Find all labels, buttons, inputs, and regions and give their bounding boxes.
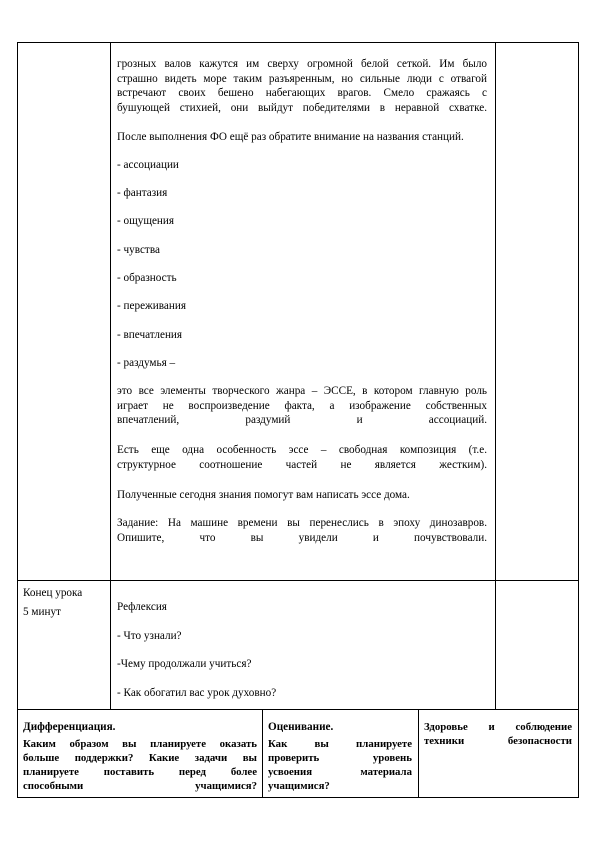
- text-line: это все элементы творческого жанра – ЭССЕ, в котором главную роль: [117, 385, 487, 397]
- text-line: бушующей стихией, они выйдут победителями в неравной схватке.: [117, 101, 487, 114]
- text-line: учащимися?: [268, 780, 330, 792]
- column-divider-2: [495, 42, 496, 709]
- differentiation-question: [23, 737, 257, 793]
- station-item: - ощущения: [117, 215, 175, 227]
- essay-paragraph: [117, 384, 487, 428]
- health-safety-heading: [424, 720, 572, 748]
- text-line: Есть еще одна особенность эссе – свободная композиция (т.е.: [117, 444, 487, 456]
- station-item: - чувства: [117, 244, 160, 256]
- footer-divider-2: [418, 709, 419, 798]
- differentiation-heading: Дифференциация.: [23, 721, 116, 733]
- task-paragraph: [117, 516, 487, 545]
- text-line: грозных валов кажутся им сверху огромной белой сеткой. Им было: [117, 58, 487, 70]
- station-item: - переживания: [117, 300, 186, 312]
- text-line: планируете поставить перед более: [23, 766, 257, 778]
- table-border-right: [578, 42, 579, 798]
- reflection-question: -Чему продолжали учиться?: [117, 658, 252, 670]
- station-item: - ассоциации: [117, 159, 179, 171]
- row-divider-end: [17, 580, 578, 581]
- assessment-heading: Оценивание.: [268, 721, 334, 733]
- text-line: Каким образом вы планируете оказать: [23, 738, 257, 750]
- narrative-paragraph: [117, 57, 487, 115]
- station-item: - раздумья –: [117, 357, 176, 369]
- assessment-question: [268, 737, 412, 793]
- row-divider-footer: [17, 709, 578, 710]
- table-border-top: [17, 42, 578, 43]
- footer-divider-1: [262, 709, 263, 798]
- text-line: впечатлений, раздумий и ассоциаций.: [117, 414, 487, 426]
- text-line: Как вы планируете: [268, 738, 412, 750]
- text-line: больше поддержки? Какие задачи вы: [23, 752, 257, 764]
- text-line: Опишите, что вы увидели и почувствовали.: [117, 531, 487, 544]
- station-item: - фантазия: [117, 187, 168, 199]
- text-line: проверить уровень: [268, 752, 412, 764]
- stage-duration: 5 минут: [23, 606, 61, 618]
- station-item: - образность: [117, 272, 177, 284]
- knowledge-paragraph: Полученные сегодня знания помогут вам написать эссе дома.: [117, 489, 410, 501]
- stage-label: Конец урока: [23, 587, 83, 599]
- station-item: - впечатления: [117, 329, 183, 341]
- text-line: Задание: На машине времени вы перенеслись в эпоху динозавров.: [117, 517, 487, 529]
- text-line: способными учащимися?: [23, 780, 257, 792]
- text-line: страшно видеть море таким разъяренным, но сильные люди с отвагой: [117, 72, 487, 85]
- text-line: техники безопасности: [424, 735, 572, 747]
- reflection-title: Рефлексия: [117, 601, 167, 613]
- column-divider-1: [110, 42, 111, 709]
- text-line: усвоения материала: [268, 766, 412, 778]
- table-border-bottom: [17, 797, 578, 798]
- table-border-left: [17, 42, 18, 798]
- composition-paragraph: [117, 443, 487, 472]
- text-line: Здоровье и соблюдение: [424, 721, 572, 733]
- text-line: играет не воспроизведение факта, а изображение собственных: [117, 399, 487, 412]
- text-line: структурное соотношение частей не является жестким).: [117, 458, 487, 471]
- text-line: встречают своих бешено набегающих врагов. Смело сражаясь с: [117, 87, 487, 99]
- instruction-paragraph: После выполнения ФО ещё раз обратите внимание на названия станций.: [117, 131, 464, 143]
- reflection-question: - Как обогатил вас урок духовно?: [117, 687, 277, 699]
- reflection-question: - Что узнали?: [117, 630, 182, 642]
